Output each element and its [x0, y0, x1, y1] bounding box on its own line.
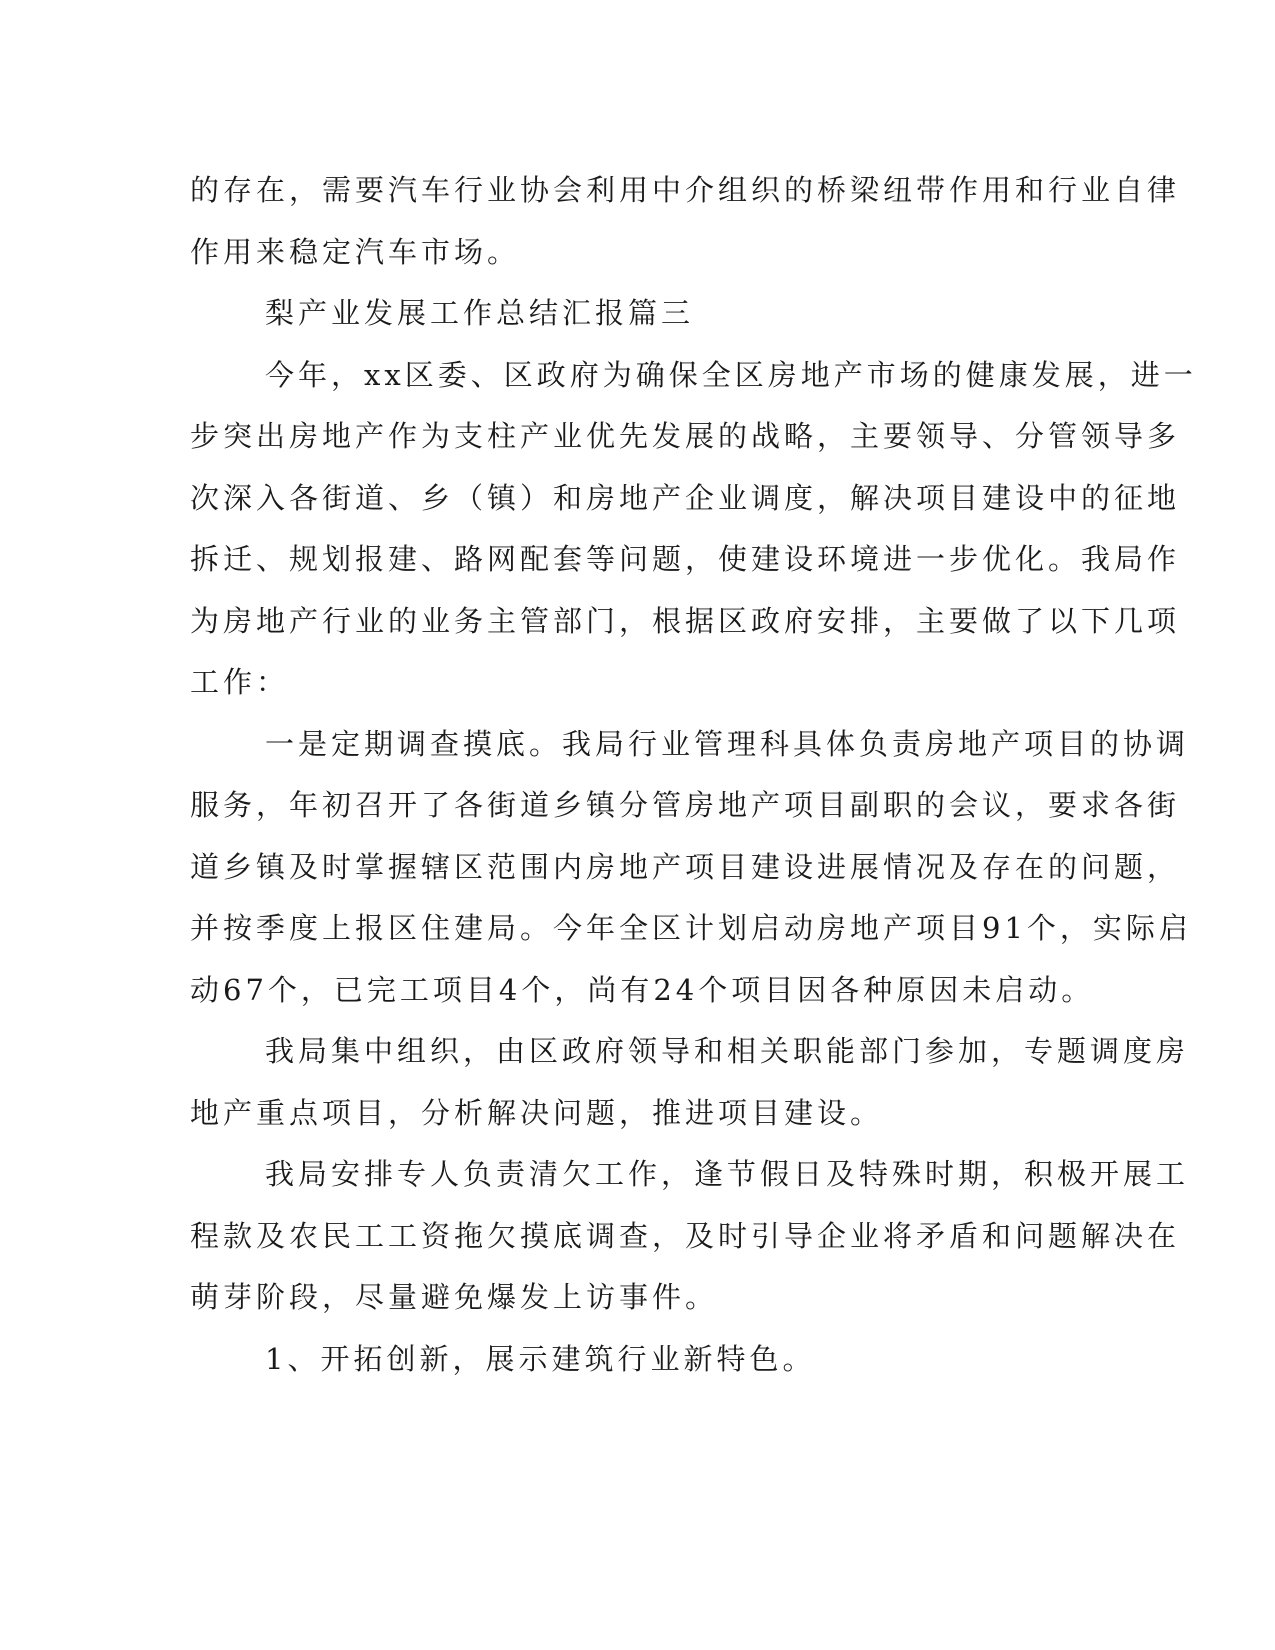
text-line: 我局集中组织，由区政府领导和相关职能部门参加，专题调度房	[265, 1034, 1190, 1068]
text-line: 萌芽阶段，尽量避免爆发上访事件。	[190, 1280, 719, 1314]
text-line: 动67个，已完工项目4个，尚有24个项目因各种原因未启动。	[190, 972, 1095, 1007]
text-line: 的存在，需要汽车行业协会利用中介组织的桥梁纽带作用和行业自律	[190, 173, 1181, 207]
text-line: 地产重点项目，分析解决问题，推进项目建设。	[190, 1095, 884, 1130]
document-body	[190, 160, 1197, 1390]
text-line: 一是定期调查摸底。我局行业管理科具体负责房地产项目的协调	[265, 726, 1190, 761]
text-line: 拆迁、规划报建、路网配套等问题，使建设环境进一步优化。我局作	[190, 542, 1181, 576]
text-line: 次深入各街道、乡（镇）和房地产企业调度，解决项目建设中的征地	[190, 480, 1181, 515]
text-line: 为房地产行业的业务主管部门，根据区政府安排，主要做了以下几项	[190, 603, 1181, 638]
text-line: 步突出房地产作为支柱产业优先发展的战略，主要领导、分管领导多	[190, 419, 1181, 453]
section-heading: 梨产业发展工作总结汇报篇三	[265, 296, 695, 330]
text-line: 我局安排专人负责清欠工作，逢节假日及特殊时期，积极开展工	[265, 1157, 1190, 1191]
text-line: 工作：	[190, 665, 290, 699]
text-line: 道乡镇及时掌握辖区范围内房地产项目建设进展情况及存在的问题，	[190, 849, 1181, 884]
text-line: 并按季度上报区住建局。今年全区计划启动房地产项目91个，实际启	[190, 911, 1192, 945]
text-line: 服务，年初召开了各街道乡镇分管房地产项目副职的会议，要求各街	[190, 788, 1181, 822]
text-line: 今年，xx区委、区政府为确保全区房地产市场的健康发展，进一	[265, 357, 1197, 392]
text-line: 作用来稳定汽车市场。	[190, 234, 521, 269]
list-item-heading: 1、开拓创新，展示建筑行业新特色。	[265, 1341, 816, 1376]
text-line: 程款及农民工工资拖欠摸底调查，及时引导企业将矛盾和问题解决在	[190, 1218, 1181, 1253]
